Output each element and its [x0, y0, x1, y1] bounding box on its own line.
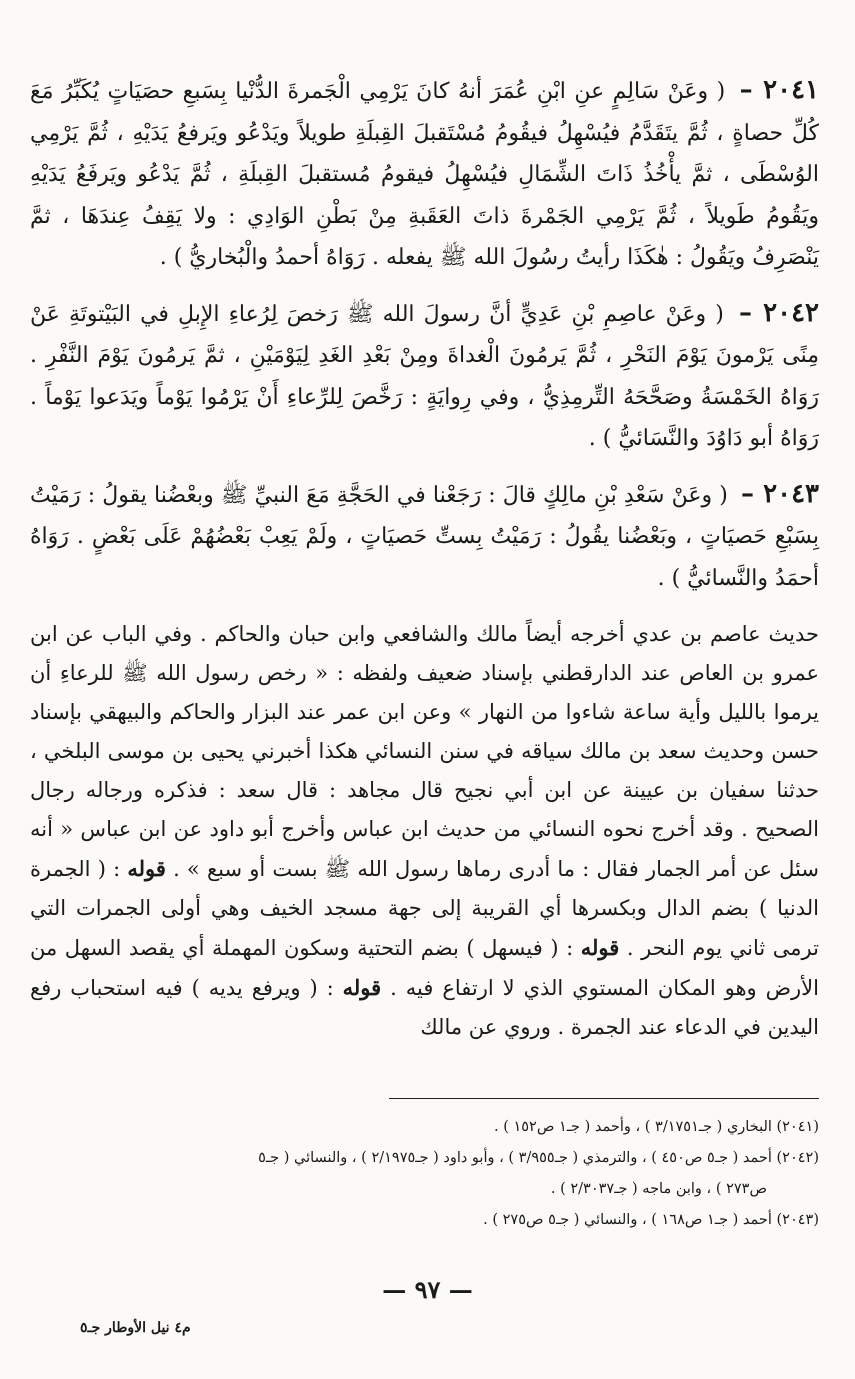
qawl-label: قوله: [342, 975, 382, 1000]
hadith-number: ٢٠٤١ –: [739, 75, 819, 105]
printer-signature: م٤ نيل الأوطار جـ٥: [80, 1320, 191, 1336]
hadith-2043: [30, 474, 819, 600]
footnotes: [30, 1112, 819, 1236]
hadith-2041: [30, 70, 819, 279]
footnote-2041: [30, 1112, 819, 1143]
commentary-text: : ( فيسهل ) بضم التحتية وسكون المهملة أي يقصد السهل من الأرض وهو المكان المستوي الذي لا ارتفاع فيه .: [30, 936, 819, 1000]
footnote-continuation: ص٢٧٣ ) ، وابن ماجه ( جـ٢/٣٠٣٧ ) .: [550, 1181, 767, 1197]
footnote-text: (٢٠٤١) البخاري ( جـ٣/١٧٥١ ) ، وأحمد ( جـ١ ص١٥٢ ) .: [493, 1119, 819, 1135]
commentary-text: : ( الجمرة الدنيا ) بضم الدال وبكسرها أي القريبة إلى جهة مسجد الخيف وهي أولى الجمرات التي ترمى ثاني يوم النحر .: [30, 857, 819, 960]
hadith-number: ٢٠٤٣ –: [740, 478, 819, 509]
qawl-label: قوله: [127, 856, 166, 881]
footnote-text: (٢٠٤٣) أحمد ( جـ١ ص١٦٨ ) ، والنسائي ( جـ٥ ص٢٧٥ ) .: [483, 1212, 819, 1228]
hadith-2042: [30, 293, 819, 460]
qawl-label: قوله: [580, 935, 620, 960]
footnote-2042: [30, 1143, 819, 1205]
hadith-text: ( وعَنْ عاصِمِ بْنِ عَدِيٍّ أنَّ رسولَ الله ﷺ رَخصَ لِرُعاءِ الإِبلِ في البَيْتوتَةِ عَنْ مِنًى يَرْمونَ يَوْمَ النَحْرِ ، ثُمَّ يَرمُونَ الْغداةَ ومِنْ بَعْدِ الغَدِ لِيَوْمَيْنِ ، ثمَّ يَرمُونَ يَوْمَ النَّفْرِ . رَوَاهُ الخَمْسَةُ وصَحَّحَهُ التِّرمِذِيُّ ، وفي رِوايَةٍ : رَخَّصَ لِلرِّعاءِ أَنْ يَرْمُوا يَوْماً ويَدَعوا يَوْماً . رَوَاهُ أبو دَاوُدَ والنَّسَائيُّ ) .: [30, 301, 819, 451]
commentary: [30, 615, 819, 1047]
footnote-text: (٢٠٤٢) أحمد ( جـ٥ ص٤٥٠ ) ، والترمذي ( جـ٣/٩٥٥ ) ، وأبو داود ( جـ٢/١٩٧٥ ) ، والنسائي ( جـ٥: [258, 1150, 819, 1166]
hadith-text: ( وعَنْ سَعْدِ بْنِ مالِكٍ قالَ : رَجَعْنا في الحَجَّةِ مَعَ النبيِّ ﷺ وبعْضُنا يقولُ : رَمَيْتُ بِسَبْعِ حَصيَاتٍ ، وبَعْضُنا يقُولُ : رَمَيْتُ بِستِّ حَصيَاتٍ ، ولَمْ يَعِبْ بَعْضُهُمْ عَلَى بَعْضٍ . رَوَاهُ أحمَدُ والنَّسائيُّ ) .: [30, 482, 819, 591]
hadith-number: ٢٠٤٢ –: [738, 297, 819, 328]
commentary-text: حديث عاصم بن عدي أخرجه أيضاً مالك والشافعي وابن حبان والحاكم . وفي الباب عن ابن عمرو بن العاص عند الدارقطني بإسناد ضعيف ولفظه : « رخص رسول الله ﷺ للرعاءِ أن يرموا بالليل وأية ساعة شاءوا من النهار » وعن ابن عمر عند البزار والحاكم والبيهقي بإسناد حسن وحديث سعد بن مالك سياقه في سنن النسائي هكذا أخبرني يحيى بن موسى البلخي ، حدثنا سفيان بن عيينة عن ابن أبي نجيح قال مجاهد : قال سعد : فذكره ورجاله رجال الصحيح . وقد أخرج نحوه النسائي من حديث ابن عباس وأخرج أبو داود عن ابن عباس « أنه سئل عن أمر الجمار فقال : ما أدرى رماها رسول الله ﷺ بست أو سبع » .: [30, 622, 819, 881]
commentary-text: : ( ويرفع يديه ) فيه استحباب رفع اليدين في الدعاء عند الجمرة . وروي عن مالك: [30, 976, 819, 1039]
footnote-divider: [389, 1098, 819, 1099]
footnote-2043: [30, 1205, 819, 1236]
hadith-text: ( وعَنْ سَالِمٍ عنِ ابْنِ عُمَرَ أنهُ كانَ يَرْمِي الْجَمرةَ الدُّنْيا بِسَبعِ حصَيَاتٍ يُكَبِّرُ مَعَ كُلِّ حصاةٍ ، ثُمَّ يتَقَدَّمُ فيُسْهِلُ فيقُومُ مُسْتَقبلَ القِبلَةِ طويلاً ويَدْعُو ويَرفعُ يَدَيْهِ ، ثُمَّ يَرْمِي الوُسْطَى ، ثمَّ يأْخُذُ ذَاتَ الشِّمَالِ فيُسْهِلُ فيقومُ مُستقبلَ القِبلَةِ ، ثُمَّ يَدْعُو ويَرفَعُ يَدَيْهِ ويَقُومُ طَويلاً ، ثُمَّ يَرْمِي الجَمْرةَ ذاتَ العَقَبةِ مِنْ بَطْنِ الوَادِي : ولا يَقِفُ عِندَهَا ، ثمَّ يَنْصَرِفُ ويَقُولُ : هٰكَذَا رأيتُ رسُولَ الله ﷺ يفعله . رَوَاهُ أحمدُ والْبُخاريُّ ) .: [30, 79, 819, 270]
page-number: — ٩٧ —: [382, 1275, 473, 1304]
